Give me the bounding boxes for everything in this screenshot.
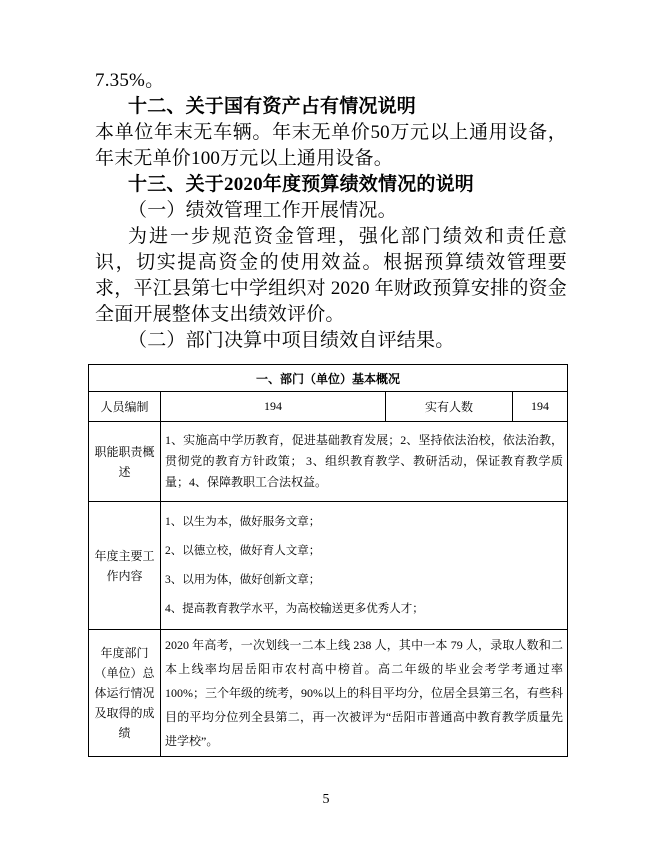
annual-performance-row bbox=[89, 630, 568, 757]
annual-work-row bbox=[89, 502, 568, 630]
table-title-row bbox=[89, 365, 568, 392]
staff-quota-label: 人员编制 bbox=[89, 392, 161, 422]
table-title: 一、部门（单位）基本概况 bbox=[89, 365, 568, 392]
document-content bbox=[95, 68, 567, 757]
subsection-heading-self-evaluation-result: （二）部门决算中项目绩效自评结果。 bbox=[128, 330, 455, 351]
section-heading-13-budget-performance: 十三、关于2020年度预算绩效情况的说明 bbox=[128, 174, 475, 195]
annual-work-content bbox=[161, 502, 568, 630]
work-item: 2、以德立校，做好育人文章； bbox=[165, 545, 321, 557]
actual-staff-label: 实有人数 bbox=[386, 392, 513, 422]
annual-performance-content: 2020 年高考，一次划线一二本上线 238 人，其中一本 79 人，录取人数和二本上线率均居岳阳市农村高中榜首。高二年级的毕业会考学考通过率 100%；三个年级的统考，90%以上的科目平均分，位居全县第三名，有些科目的平均分位列全县第二，再一次被评为“岳阳市普通高中教育教学质量先进学校”。 bbox=[161, 630, 568, 757]
work-item: 1、以生为本，做好服务文章； bbox=[165, 516, 321, 528]
staff-count-row bbox=[89, 392, 568, 422]
duties-content: 1、实施高中学历教育，促进基础教育发展；2、坚持依法治校，依法治教，贯彻党的教育方针政策； 3、组织教育教学、教研活动，保证教育教学质量；4、保障教职工合法权益。 bbox=[161, 422, 568, 502]
actual-staff-value: 194 bbox=[513, 392, 568, 422]
paragraph-assets-detail: 本单位年末无车辆。年末无单价50万元以上通用设备，年末无单价100万元以上通用设备。 bbox=[95, 122, 567, 169]
annual-performance-label: 年度部门（单位）总体运行情况及取得的成绩 bbox=[89, 630, 161, 757]
section-heading-12-state-assets: 十二、关于国有资产占有情况说明 bbox=[128, 96, 417, 117]
subsection-heading-performance-management: （一）绩效管理工作开展情况。 bbox=[128, 200, 397, 221]
duties-label: 职能职责概述 bbox=[89, 422, 161, 502]
paragraph-performance-evaluation: 为进一步规范资金管理，强化部门绩效和责任意识，切实提高资金的使用效益。根据预算绩效管理要求，平江县第七中学组织对 2020 年财政预算安排的资金全面开展整体支出绩效评价。 bbox=[95, 226, 567, 325]
work-item: 4、提高教育教学水平，为高校输送更多优秀人才； bbox=[165, 603, 424, 615]
annual-work-label: 年度主要工作内容 bbox=[89, 502, 161, 630]
duties-row bbox=[89, 422, 568, 502]
page-number: 5 bbox=[322, 792, 330, 807]
paragraph-percentage-continuation: 7.35%。 bbox=[95, 70, 165, 91]
basic-info-table bbox=[88, 364, 568, 757]
work-item: 3、以用为体，做好创新文章； bbox=[165, 574, 321, 586]
staff-quota-value: 194 bbox=[161, 392, 386, 422]
